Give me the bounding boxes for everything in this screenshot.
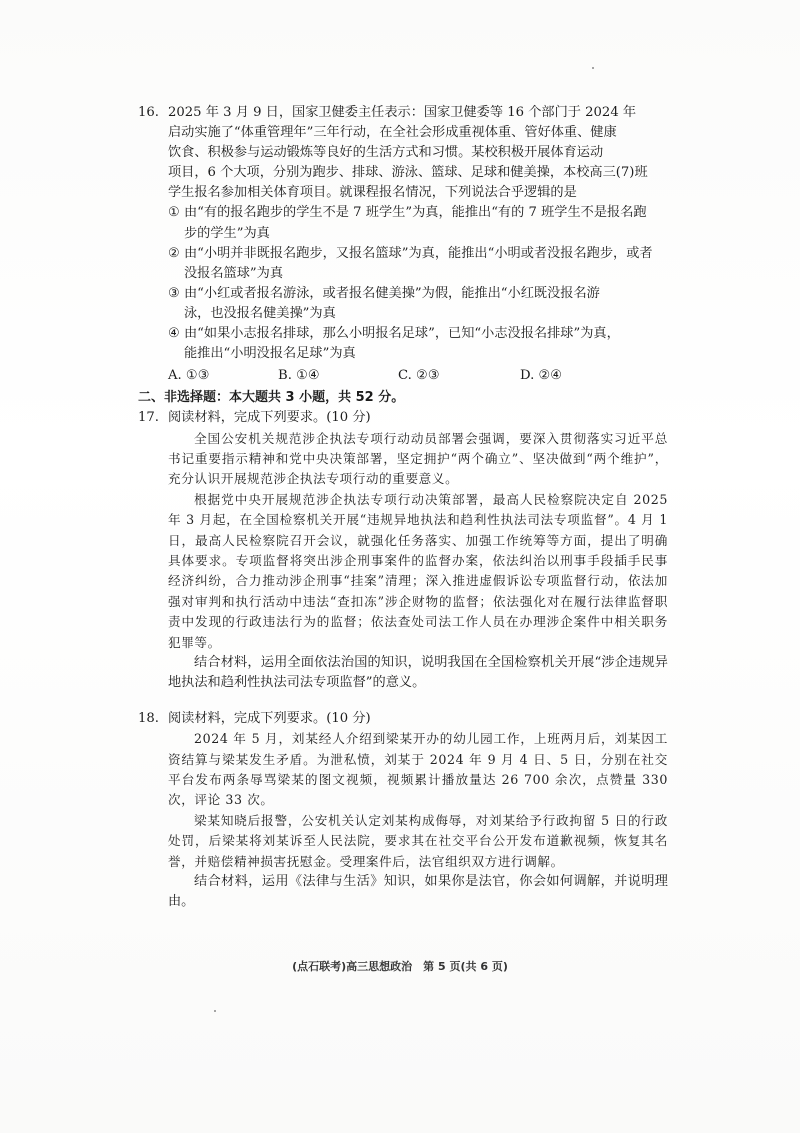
material-paragraph: 全国公安机关规范涉企执法专项行动动员部署会强调，要深入贯彻落实习近平总书记重要指示精神和党中央决策部署，坚定拥护“两个确立”、坚决做到“两个维护”，充分认识开展规范涉企执法专项行动的重要意义。 xyxy=(168,430,668,487)
question-stem-line: 学生报名参加相关体育项目。就课程报名情况，下列说法合乎逻辑的是 xyxy=(168,185,577,201)
statement-text: 由“如果小志报名排球，那么小明报名足球”，已知“小志没报名排球”为真， xyxy=(184,326,620,342)
answer-choices xyxy=(138,366,668,386)
statement-text-cont: 没报名篮球”为真 xyxy=(184,265,284,281)
statement-text-cont: 能推出“小明没报名足球”为真 xyxy=(184,346,356,362)
question-stem-line: 饮食、积极参与运动锻炼等良好的生活方式和习惯。某校积极开展体育运动 xyxy=(168,145,604,161)
scan-speck xyxy=(214,1010,216,1012)
page-footer: (点石联考)高三思想政治 第 5 页(共 6 页) xyxy=(292,960,508,973)
statement-text-cont: 步的学生”为真 xyxy=(184,225,270,241)
question-task: 结合材料，运用全面依法治国的知识，说明我国在全国检察机关开展“涉企违规异地执法和趋利性执法司法专项监督”的意义。 xyxy=(168,654,668,691)
page-content xyxy=(138,103,668,912)
material-paragraph: 2024 年 5 月，刘某经人介绍到梁某开办的幼儿园工作，上班两月后，刘某因工资结算与梁某发生矛盾。为泄私愤，刘某于 2024 年 9 月 4 日、5 日，分别在社交平台发布两条辱骂梁某的图文视频，视频累计播放量达 26 700 余次，点赞量 330 次，评论 33 次。 xyxy=(168,731,668,808)
question-number: 18. xyxy=(138,711,159,727)
statement-2 xyxy=(138,244,668,264)
question-stem-line: 2025 年 3 月 9 日，国家卫健委主任表示：国家卫健委等 16 个部门于 2024 年 xyxy=(168,105,637,120)
statement-text: 由“小红或者报名游泳，或者报名健美操”为假，能推出“小红既没报名游 xyxy=(184,285,600,301)
question-number: 16. xyxy=(138,105,159,120)
question-stem-line: 启动实施了“体重管理年”三年行动，在全社会形成重视体重、管好体重、健康 xyxy=(168,125,617,141)
statement-mark: ④ xyxy=(168,326,180,342)
statement-4 xyxy=(138,324,668,344)
choice-b: B. ①④ xyxy=(278,368,320,384)
question-17 xyxy=(138,408,668,693)
question-number: 17. xyxy=(138,410,159,426)
question-heading: 阅读材料，完成下列要求。(10 分) xyxy=(168,711,371,727)
material-paragraph: 梁某知晓后报警，公安机关认定刘某构成侮辱，对刘某给予行政拘留 5 日的行政处罚，后梁某将刘某诉至人民法院，要求其在社交平台公开发布道歉视频，恢复其名誉，并赔偿精神损害抚慰金。受理案件后，法官组织双方进行调解。 xyxy=(168,812,668,869)
statement-1 xyxy=(138,203,668,223)
choice-a: A. ①③ xyxy=(168,368,210,384)
question-18 xyxy=(138,709,668,912)
scan-speck xyxy=(592,67,594,69)
choice-d: D. ②④ xyxy=(520,368,563,384)
statement-text: 由“小明并非既报名跑步，又报名篮球”为真，能推出“小明或者没报名跑步，或者 xyxy=(184,245,653,261)
statement-mark: ① xyxy=(168,205,180,221)
statement-text-cont: 泳，也没报名健美操”为真 xyxy=(184,305,336,321)
statement-mark: ③ xyxy=(168,285,180,301)
question-heading: 阅读材料，完成下列要求。(10 分) xyxy=(168,410,371,426)
question-stem-line: 项目，6 个大项，分别为跑步、排球、游泳、篮球、足球和健美操，本校高三(7)班 xyxy=(168,165,648,181)
statement-text: 由“有的报名跑步的学生不是 7 班学生”为真，能推出“有的 7 班学生不是报名跑 xyxy=(184,205,647,221)
statement-3 xyxy=(138,284,668,304)
statement-mark: ② xyxy=(168,245,180,261)
question-16 xyxy=(138,103,668,386)
material-paragraph: 根据党中央开展规范涉企执法专项行动决策部署，最高人民检察院决定自 2025 年 3 月起，在全国检察机关开展“违规异地执法和趋利性执法司法专项监督”。4 月 1 日，最高人民检察院召开会议，就强化任务落实、加强工作统筹等方面，提出了明确具体要求。专项监督将突出涉企刑事案件的监督办案，依法纠治以刑事手段插手民事经济纠纷，合力推动涉企刑事“挂案”清理；深入推进虚假诉讼专项监督行动，依法加强对审判和执行活动中违法“查扣冻”涉企财物的监督；依法强化对在履行法律监督职责中发现的行政违法行为的监督；依法查处司法工作人员在办理涉企案件中相关职务犯罪等。 xyxy=(168,491,668,650)
section-title: 二、非选择题：本大题共 3 小题，共 52 分。 xyxy=(138,390,405,406)
choice-c: C. ②③ xyxy=(398,368,440,384)
question-task: 结合材料，运用《法律与生活》知识，如果你是法官，你会如何调解，并说明理由。 xyxy=(168,874,668,910)
